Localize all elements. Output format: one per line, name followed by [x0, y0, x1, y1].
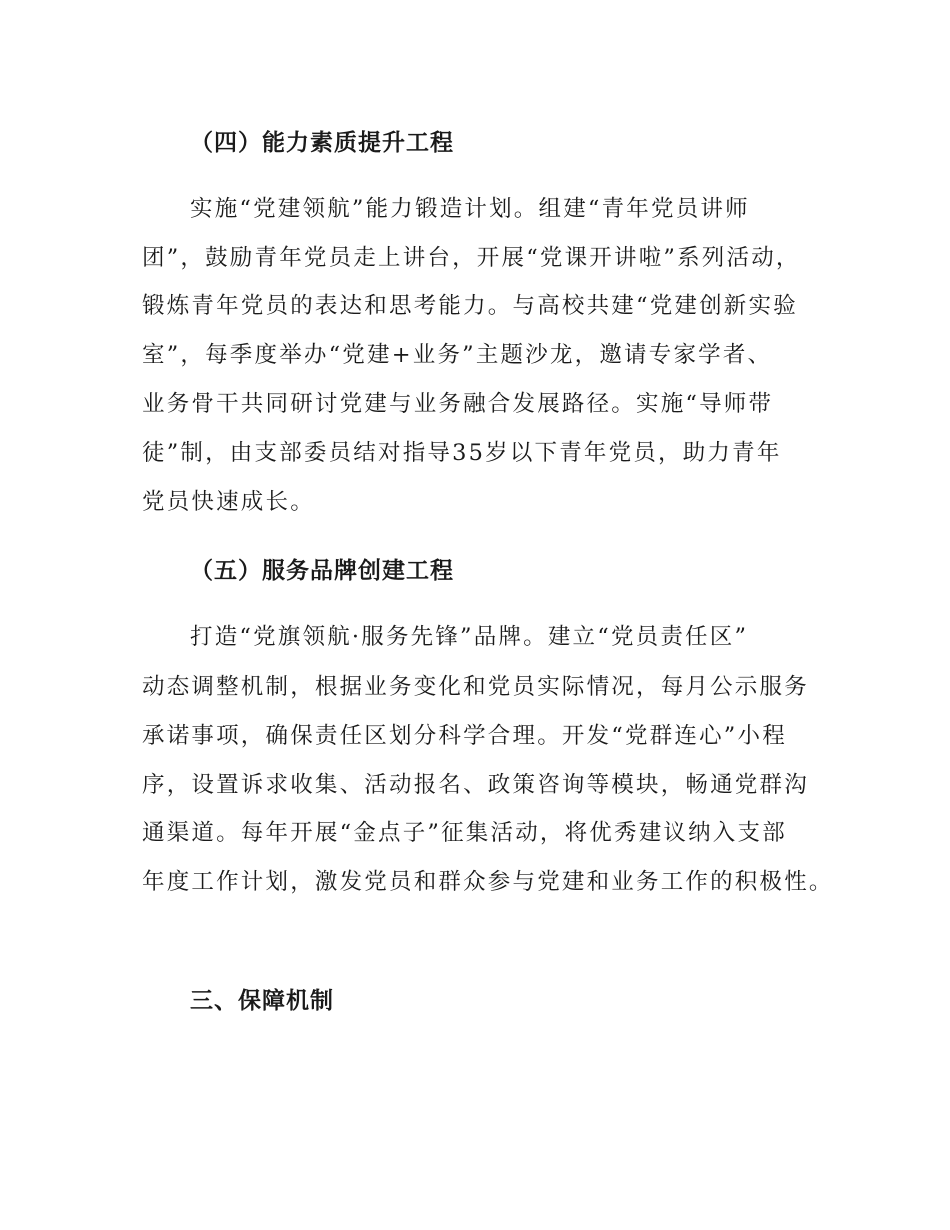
- paragraph-line: 序，设置诉求收集、活动报名、政策咨询等模块，畅通党群沟: [142, 772, 809, 798]
- paragraph-line: 打造“党旗领航·服务先锋”品牌。建立“党员责任区”: [190, 624, 749, 650]
- paragraph-line: 业务骨干共同研讨党建与业务融合发展路径。实施“导师带: [142, 391, 774, 417]
- section-heading-5: （五）服务品牌创建工程: [190, 558, 454, 584]
- paragraph-line: 通渠道。每年开展“金点子”征集活动，将优秀建议纳入支部: [142, 820, 787, 846]
- paragraph-line: 动态调整机制，根据业务变化和党员实际情况，每月公示服务: [142, 674, 809, 700]
- paragraph-line: 室”，每季度举办“党建+业务”主题沙龙，邀请专家学者、: [142, 342, 773, 368]
- paragraph-line: 团”，鼓励青年党员走上讲台，开展“党课开讲啦”系列活动，: [142, 245, 801, 271]
- section-heading-3: 三、保障机制: [190, 988, 334, 1014]
- paragraph-line: 徒”制，由支部委员结对指导35岁以下青年党员，助力青年: [142, 440, 782, 466]
- paragraph-line: 锻炼青年党员的表达和思考能力。与高校共建“党建创新实验: [142, 293, 798, 319]
- paragraph-line: 年度工作计划，激发党员和群众参与党建和业务工作的积极性。: [142, 869, 834, 895]
- paragraph-line: 党员快速成长。: [142, 489, 315, 515]
- paragraph-line: 实施“党建领航”能力锻造计划。组建“青年党员讲师: [190, 196, 750, 222]
- section-heading-4: （四）能力素质提升工程: [190, 130, 454, 156]
- paragraph-line: 承诺事项，确保责任区划分科学合理。开发“党群连心”小程: [142, 723, 787, 749]
